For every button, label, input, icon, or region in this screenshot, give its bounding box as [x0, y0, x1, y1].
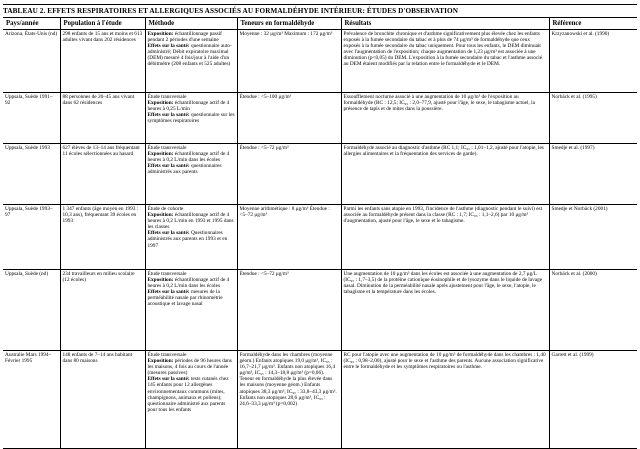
cell-population: 627 élèves de 13–14 ans fréquentant 11 écoles sélectionnées au hasard [60, 144, 145, 205]
method-part: Effets sur la santé: questionnaire auto-administré; Débit expiratoire maximal (DEM) mesuré 4 fois/jour à l'aide d'un débitmètre (208 enfants et 525 adultes) [147, 43, 232, 68]
cell-methode [145, 144, 237, 205]
cell-teneurs: Étendue : <5–100 μg/m³ [237, 93, 341, 144]
cell-reference: Norbäck et al. (2000) [549, 270, 637, 351]
cell-pays: Uppsala, Suède 1993–97 [3, 205, 60, 270]
cell-resultats: Essoufflement nocturne associé à une augmentation de 10 μg/m³ de l'exposition au formaldéhyde (RC : 12,5; IC₉₅ : 2,0–77,9, ajusté pour l'âge, le sexe, le tabagisme actuel, la présence de tapis et de mites dans la poussière. [341, 93, 549, 144]
method-part: Exposition: échantillonnage passif pendant 2 périodes d'une semaine [147, 31, 222, 44]
cell-reference: Norbäck et al. (1995) [549, 93, 637, 144]
method-part: Étude transversale [147, 271, 187, 277]
cell-resultats: Prévalence de bronchite chronique et d'asthme significativement plus élevée chez les enfants exposés à la fumée secondaire du tabac et à plus de 74 μg/m³ de formaldéhyde que ceux exposés à la fumée secondaire du tabac uniquement. Pour tous les enfants, le DEM diminuait avec l'augmentation de l'exposition; chaque augmentation de 1,23 μg/m³ est associée à une diminution (p<0,05) du DEM. L'exposition à la fumée secondaire du tabac et l'asthme associé au DEM étaient modifiés par la relation entre le formaldéhyde et le DEM. [341, 30, 549, 93]
table-caption: TABLEAU 2. EFFETS RESPIRATOIRES ET ALLERGIQUES ASSOCIÉS AU FORMALDÉHYDE INTÉRIEUR: ÉTUDES D'OBSERVATION [3, 4, 637, 17]
method-part: Effets sur la santé: questionnaires administrés aux parents [147, 163, 222, 176]
cell-methode [145, 270, 237, 351]
cell-resultats: Parmi les enfants sans atopie en 1993, l'incidence de l'asthme (diagnostic pendant le suivi) est associée au formaldéhyde présent dans la classe (RC : 1,7; IC₉₅ : 1,1–2,6) par 10 μg/m³ d'augmentation, ajusté pour l'âge, le sexe et le tabagisme. [341, 205, 549, 270]
cell-resultats: RC pour l'atopie avec une augmentation de 10 μg/m³ de formaldéhyde dans les chambres : 1,40 (IC₉₅ : 0,98–2,00), ajusté pour le sexe et l'asthme des parents. Aucune association significative entre le formaldéhyde et les symptômes respiratoires ou l'asthme. [341, 351, 549, 449]
method-part: Effets sur la santé: Questionnaires administrés aux parents en 1993 et en 1997 [147, 230, 228, 249]
cell-resultats: Une augmentation de 10 μg/m³ dans les écoles est associée à une augmentation de 2,7 μg/L (IC₉₅ : 1,7–3,5) de la protéine cationique éosinophile et de lysozyme dans le liquide de lavage nasal. Diminution de la perméabilité nasale après ajustement pour l'âge, le sexe, l'atopie, le tabagisme et la température dans les écoles. [341, 270, 549, 351]
table-row [3, 93, 637, 144]
cell-methode [145, 30, 237, 93]
cell-methode [145, 351, 237, 449]
cell-population: 148 enfants de 7–14 ans habitant dans 80 maisons [60, 351, 145, 449]
header-population: Population à l'étude [60, 18, 145, 30]
method-part: Effets sur la santé: tests cutanés chez 145 enfants pour 12 allergènes environnementaux communs (mites, champignons, animaux et pollens); questionnaire administré aux parents pour tous les enfants [147, 376, 229, 413]
cell-population: 298 enfants de 15 ans et moins et 613 adultes vivant dans 202 résidences [60, 30, 145, 93]
method-part: Étude de cohorte [147, 206, 184, 212]
cell-reference: Smedje et al. (1997) [549, 144, 637, 205]
header-methode: Méthode [145, 18, 237, 30]
header-pays: Pays/année [3, 18, 60, 30]
cell-reference: Garrett et al. (1999) [549, 351, 637, 449]
cell-teneurs: Formaldéhyde dans les chambres (moyenne géom.) Enfants atopiques 19,0 μg/m³, IC₉₅ : 16,7–21,7 μg/m³. Enfants non atopiques 16,4 μg/m³, IC₉₅ : 14,3–18,8 μg/m³ (p=0,06). Teneur en formaldéhyde la plus élevée dans les maisons (moyenne géom.) Enfants atopiques 38,3 μg/m³, IC₉₅ : 33,8–43,3 μg/m³. Enfants non atopiques 28,6 μg/m³, IC₉₅ : 24,6–33,3 μg/m³ (p=0,002) [237, 351, 341, 449]
observational-studies-table [3, 17, 637, 449]
method-part: Exposition: périodes de 96 heures dans les maisons, 4 fois au cours de l'année (mesures passives) [147, 358, 232, 377]
method-part: Effets sur la santé: questionnaire sur les symptômes respiratoires [147, 112, 235, 125]
cell-methode [145, 93, 237, 144]
method-part: Exposition: échantillonnage actif de 4 heures à 0,25 L/min [147, 100, 230, 113]
cell-pays: Arizona, États-Unis (nd) [3, 30, 60, 93]
table-row [3, 30, 637, 93]
cell-population: 88 personnes de 20–45 ans vivant dans 62 résidences [60, 93, 145, 144]
cell-pays: Uppsala, Suède (nd) [3, 270, 60, 351]
method-part: Étude transversale [147, 94, 187, 100]
table-row [3, 351, 637, 449]
cell-reference: Smedje et Norbäck (2001) [549, 205, 637, 270]
cell-resultats: Formaldéhyde associé au diagnostic d'asthme (RC 1,1; IC₉₅ : 1,01–1,2, ajusté pour l'atopie, les allergies alimentaires et la fréquentation des services de garde). [341, 144, 549, 205]
header-row [3, 18, 637, 30]
cell-teneurs: Moyenne : 32 μg/m³ Maximum : 172 μg/m³ [237, 30, 341, 93]
cell-pays: Australie Mars 1994–Février 1995 [3, 351, 60, 449]
cell-teneurs: Étendue : <5–72 μg/m³ [237, 270, 341, 351]
table-row [3, 205, 637, 270]
cell-pays: Uppsala, Suède 1991–92 [3, 93, 60, 144]
header-reference: Référence [549, 18, 637, 30]
method-part: Exposition: échantillonnage actif de 4 heures à 0,2 L/min dans les écoles [147, 277, 230, 290]
table-row [3, 270, 637, 351]
method-part: Étude transversale [147, 352, 187, 358]
cell-pays: Uppsala, Suède 1993 [3, 144, 60, 205]
cell-population: 234 travailleurs en milieu scolaire (12 écoles) [60, 270, 145, 351]
method-part: Effets sur la santé: mesures de la perméabilité nasale par rhinométrie acoustique et lavage nasal [147, 289, 223, 308]
table-row [3, 144, 637, 205]
header-resultats: Résultats [341, 18, 549, 30]
method-part: Étude transversale [147, 145, 187, 151]
cell-reference: Krzyzanowski et al. (1990) [549, 30, 637, 93]
method-part: Exposition: échantillonnage actif de 4 heures à 0,2 L/min dans les écoles [147, 151, 230, 164]
cell-teneurs: Étendue : <5–72 μg/m³ [237, 144, 341, 205]
cell-population: 1 347 enfants (âge moyen en 1993 : 10,3 ans), fréquentant 39 écoles en 1993 [60, 205, 145, 270]
cell-methode [145, 205, 237, 270]
method-part: Exposition: échantillonnage actif de 4 heures à 0,2 L/min en 1993 et 1995 dans les classes [147, 212, 234, 231]
cell-teneurs: Moyenne arithmétique : 8 μg/m³ Étendue : <5–72 μg/m³ [237, 205, 341, 270]
header-teneurs: Teneurs en formaldéhyde [237, 18, 341, 30]
